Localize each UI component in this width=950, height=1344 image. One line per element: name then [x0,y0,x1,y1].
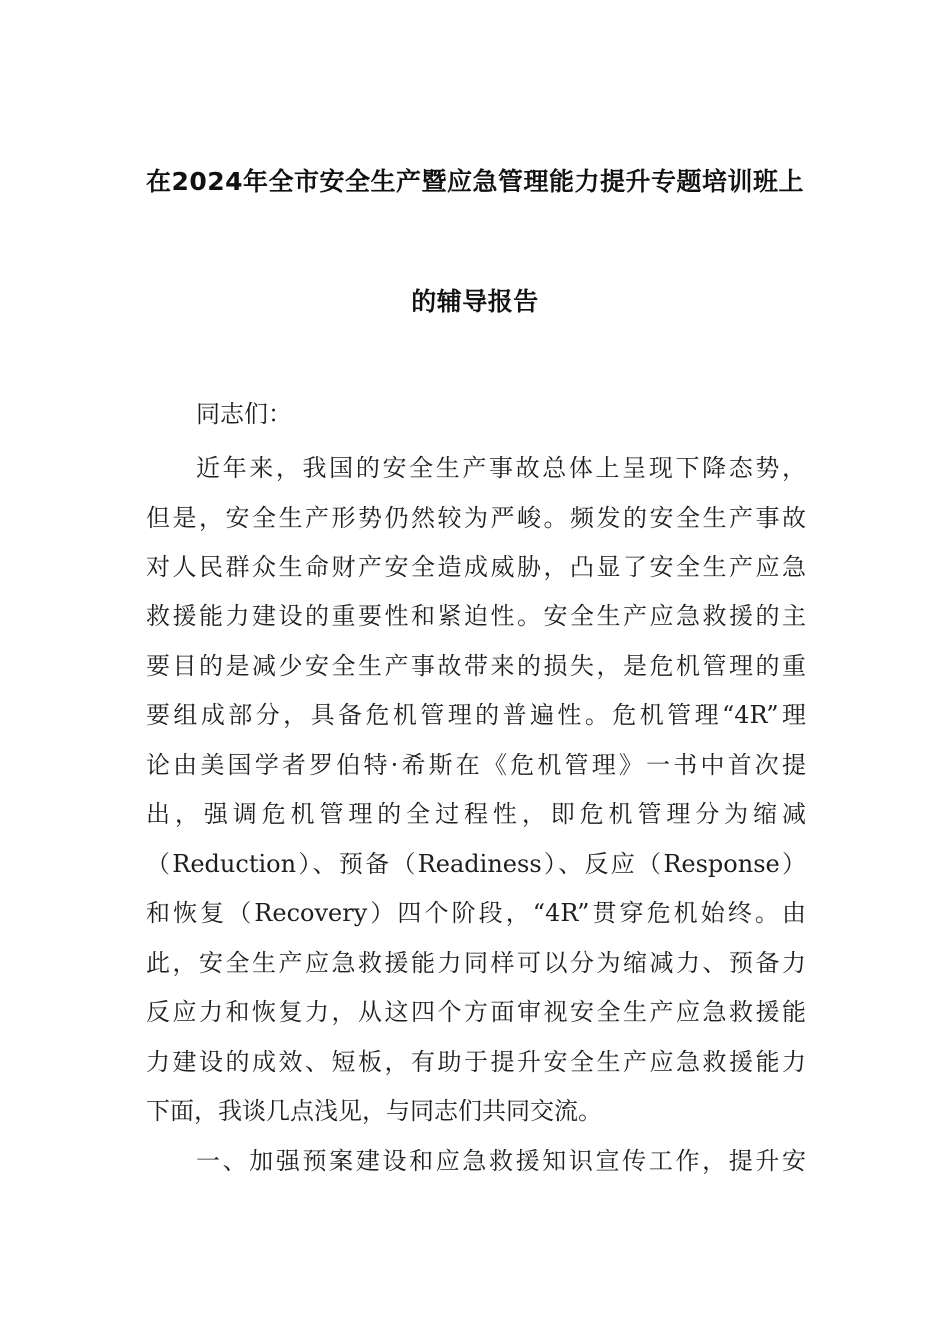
paragraph-line: 要组成部分，具备危机管理的普遍性。危机管理“4R”理 [146,701,806,729]
paragraph-line: 力建设的成效、短板，有助于提升安全生产应急救援能力 [146,1048,806,1076]
greeting: 同志们： [196,400,292,428]
paragraph-line: （Reduction）、预备（Readiness）、反应（Response） [146,850,806,878]
paragraph-line: 要目的是减少安全生产事故带来的损失，是危机管理的重 [146,652,806,680]
document-title-line-1: 在2024年全市安全生产暨应急管理能力提升专题培训班上 [145,167,805,196]
document-title-line-2: 的辅导报告 [411,287,539,316]
paragraph-line: 对人民群众生命财产安全造成威胁，凸显了安全生产应急 [146,553,806,581]
paragraph-line: 近年来，我国的安全生产事故总体上呈现下降态势， [196,454,806,482]
paragraph-line: 下面，我谈几点浅见，与同志们共同交流。 [146,1097,602,1125]
paragraph-line: 救援能力建设的重要性和紧迫性。安全生产应急救援的主 [146,602,806,630]
section-heading-1: 一、加强预案建设和应急救援知识宣传工作，提升安 [196,1147,806,1175]
paragraph-line: 出，强调危机管理的全过程性，即危机管理分为缩减 [146,800,806,828]
paragraph-line: 但是，安全生产形势仍然较为严峻。频发的安全生产事故 [146,504,806,532]
paragraph-line: 此，安全生产应急救援能力同样可以分为缩减力、预备力 [146,949,806,977]
paragraph-line: 反应力和恢复力，从这四个方面审视安全生产应急救援能 [146,998,806,1026]
paragraph-line: 论由美国学者罗伯特·希斯在《危机管理》一书中首次提 [146,751,806,779]
paragraph-line: 和恢复（Recovery）四个阶段，“4R”贯穿危机始终。由 [146,899,806,927]
